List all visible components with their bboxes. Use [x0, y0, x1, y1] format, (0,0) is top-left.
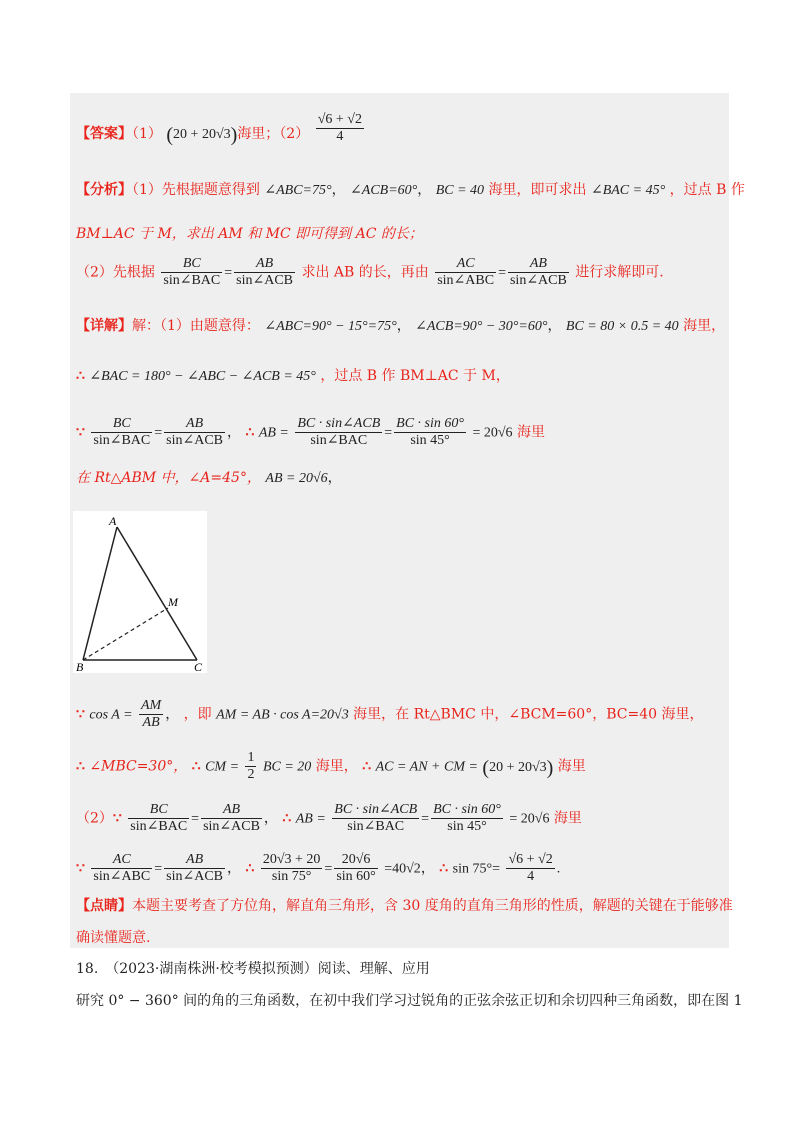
answer-part2-fraction: $\frac{√6 + √2}{4}$ [317, 112, 362, 144]
fraction: $\frac{AB}{\text{sin∠ACB}}$ [203, 802, 260, 834]
detail-text: 海里， [683, 318, 726, 334]
analysis-line-2: BM⊥AC 于 M，求出 AM 和 MC 即可得到 AC 的长； [76, 226, 423, 242]
detail-line-4: 在 Rt△ABM 中，∠A=45°， AB = 20√6， [76, 470, 342, 486]
fraction: $\frac{AB}{\text{sin∠ACB}}$ [166, 852, 223, 884]
detail-line-6 [76, 750, 586, 783]
answer-part2-label: （2） [279, 126, 310, 142]
vertex-label-b: B [76, 660, 84, 673]
therefore-symbol: ∴ [191, 758, 201, 775]
detail-text: 解：（1）由题意得： [132, 318, 260, 334]
answer-unit: 海里； [237, 126, 280, 142]
detail-text: ，即 [183, 706, 212, 723]
detail-line-2 [76, 366, 510, 387]
therefore-symbol: ∴ [245, 860, 255, 877]
comment-line-2: 确读懂题意. [76, 930, 151, 946]
math-expr: ∠ABC=90° − 15°=75° [264, 319, 397, 334]
math-expr: CM = [205, 759, 240, 775]
fraction: $\frac{BC \cdot \sin 60^\circ}{\sin 45^\circ}$ [396, 416, 464, 448]
math-expr: AM = AB · cos A=20√3 [216, 707, 349, 723]
math-expr: AC = AN + CM = [375, 759, 478, 775]
therefore-symbol: ∴ [76, 368, 85, 384]
fraction: $\frac{AC}{\text{sin∠ABC}}$ [437, 256, 495, 288]
detail-line-3: ∵ $\frac{BC}{\text{sin∠BAC}}$ = $\frac{AB}{\text{sin∠ACB}}$ ， ∴ AB = $\frac{\text{BC · sin∠ACB}}{\text{sin∠BAC}}$ = $\frac{BC \cdot \sin 60^\circ}{\sin 45^\circ}$ = 20√6 海里 [76, 416, 545, 448]
analysis-text: （2）先根据 [76, 264, 155, 281]
math-expr: =40√2 [384, 861, 421, 877]
detail-text: 海里，在 Rt△BMC 中，∠BCM=60°，BC=40 海里， [353, 706, 704, 723]
vertex-label-a: A [109, 514, 117, 528]
fraction: $\frac{\text{BC · sin∠ACB}}{\text{sin∠BAC}}$ [334, 802, 418, 834]
answer-part1-label: （1） [132, 126, 162, 142]
because-symbol: ∵ [76, 424, 85, 441]
answer-tag: 【答案】 [76, 126, 132, 142]
therefore-symbol: ∴ [245, 424, 255, 441]
detail-line-7: （2）∵ $\frac{BC}{\text{sin∠BAC}}$ = $\frac{AB}{\text{sin∠ACB}}$ ， ∴ AB = $\frac{\text{BC · sin∠ACB}}{\text{sin∠BAC}}$ = $\frac{BC \cdot \sin 60^\circ}{\sin 45^\circ}$ = 20√6 海里 [76, 802, 582, 834]
because-symbol: ∵ [112, 810, 122, 827]
math-expr: (20 + 20√3) [482, 756, 554, 779]
analysis-text: 求出 AB 的长，再由 [301, 264, 429, 281]
detail-text: ∠MBC=30°， [89, 758, 188, 775]
math-expr: ∠ACB=60° [350, 183, 418, 198]
math-expr: ∠ACB=90° − 30°=60° [415, 319, 548, 334]
math-expr: ∠BAC = 180° − ∠ABC − ∠ACB = 45° [89, 369, 316, 384]
analysis-text: 海里，即可求出 [488, 182, 587, 198]
detail-text: 海里 [516, 424, 545, 441]
fraction: $\frac{20√3 + 20}{\sin 75^\circ}$ [262, 852, 321, 884]
detail-line-8: ∵ $\frac{AC}{\text{sin∠ABC}}$ = $\frac{AB}{\text{sin∠ACB}}$ ， ∴ $\frac{20√3 + 20}{\sin 75^\circ}$ = $\frac{20√6}{\sin 60^\circ}$ =40√2， ∴ sin 75°= $\frac{√6 + √2}{4}$ . [76, 852, 561, 884]
fraction: $\frac{AB}{\text{sin∠ACB}}$ [509, 256, 567, 288]
analysis-line-3: （2）先根据 $\frac{BC}{\text{sin∠BAC}}$ = $\frac{AB}{\text{sin∠ACB}}$ 求出 AB 的长，再由 $\frac{AC}{\text{sin∠ABC}}$ = $\frac{AB}{\text{sin∠ACB}}$ 进行求解即可. [76, 256, 664, 288]
math-expr: BC = 80 × 0.5 = 40 [565, 319, 679, 334]
analysis-tag: 【分析】 [76, 182, 132, 198]
detail-tag: 【详解】 [76, 318, 132, 334]
therefore-symbol: ∴ [362, 758, 372, 775]
detail-text: （2） [76, 810, 113, 827]
analysis-text: ，过点 B 作 [669, 182, 745, 198]
detail-text: 在 Rt△ABM 中，∠A=45°， [76, 470, 261, 486]
detail-text: ，过点 B 作 BM⊥AC 于 M， [320, 368, 510, 384]
fraction: $\frac{AB}{\text{sin∠ACB}}$ [166, 416, 223, 448]
comment-line-1 [76, 896, 733, 916]
fraction: $\frac{BC}{\text{sin∠BAC}}$ [130, 802, 188, 834]
detail-line-1: 【详解】解：（1）由题意得： ∠ABC=90° − 15°=75°， ∠ACB=90° − 30°=60°， BC = 80 × 0.5 = 40 海里， [76, 318, 726, 334]
math-expr: cos A = [89, 707, 133, 723]
analysis-line-1: 【分析】（1）先根据题意得到 ∠ABC=75°， ∠ACB=60°， BC = 40 海里，即可求出 ∠BAC = 45° ，过点 B 作 [76, 182, 745, 198]
detail-text: 海里， [315, 758, 358, 775]
fraction: $\frac{1}{2}$ [247, 750, 255, 782]
math-expr: ∠ABC=75° [264, 183, 332, 198]
fraction: $\frac{20√6}{\sin 60^\circ}$ [336, 852, 376, 884]
triangle-figure [73, 511, 207, 673]
fraction: $\frac{BC \cdot \sin 60^\circ}{\sin 45^\circ}$ [433, 802, 501, 834]
fraction: $\frac{\text{BC · sin∠ACB}}{\text{sin∠BAC}}$ [297, 416, 381, 448]
detail-text: 海里 [553, 810, 582, 827]
comment-tag: 【点睛】 [76, 898, 132, 914]
question-text: 研究 0° − 360° 间的角的三角函数，在初中我们学习过锐角的正弦余弦正切和余切四种三角函数，即在图 1 [76, 993, 743, 1009]
fraction: $\frac{AM}{AB}$ [140, 698, 162, 730]
answer-line [76, 112, 366, 145]
fraction: $\frac{BC}{\text{sin∠BAC}}$ [163, 256, 221, 288]
math-expr: = 20√6 [509, 811, 550, 827]
math-expr: = 20√6 [472, 425, 513, 441]
because-symbol: ∵ [76, 860, 85, 877]
because-symbol: ∵ [76, 706, 85, 723]
fraction: $\frac{AB}{\text{sin∠ACB}}$ [236, 256, 293, 288]
math-expr: BC = 40 [435, 183, 485, 198]
math-expr: BC = 20 [262, 759, 312, 775]
therefore-symbol: ∴ [76, 758, 85, 775]
math-expr: sin 75°= [452, 861, 500, 877]
detail-line-5: ∵ cos A = $\frac{AM}{AB}$ ， ，即 AM = AB · cos A=20√3 海里，在 Rt△BMC 中，∠BCM=60°，BC=40 海里， [76, 698, 704, 730]
analysis-text: （1）先根据题意得到 [132, 182, 260, 198]
math-expr: AB = [295, 811, 326, 827]
fraction: $\frac{AC}{\text{sin∠ABC}}$ [93, 852, 151, 884]
fraction: $\frac{BC}{\text{sin∠BAC}}$ [93, 416, 151, 448]
question-heading: 18. （2023·湖南株洲·校考模拟预测）阅读、理解、应用 [76, 961, 430, 977]
math-expr: AB = 20√6 [265, 471, 328, 486]
therefore-symbol: ∴ [439, 860, 449, 877]
math-expr: ∠BAC = 45° [590, 183, 666, 198]
vertex-label-c: C [194, 660, 203, 673]
math-expr: AB = [258, 425, 289, 441]
answer-part1-expr: (20 + 20√3) [166, 123, 238, 146]
analysis-text: 进行求解即可. [575, 264, 664, 281]
point-label-m: M [168, 595, 178, 609]
fraction: $\frac{√6 + √2}{4}$ [508, 852, 553, 884]
detail-text: 海里 [557, 758, 586, 775]
therefore-symbol: ∴ [282, 810, 292, 827]
comment-text: 本题主要考查了方位角，解直角三角形，含 30 度角的直角三角形的性质，解题的关键在于能够准 [132, 898, 733, 914]
